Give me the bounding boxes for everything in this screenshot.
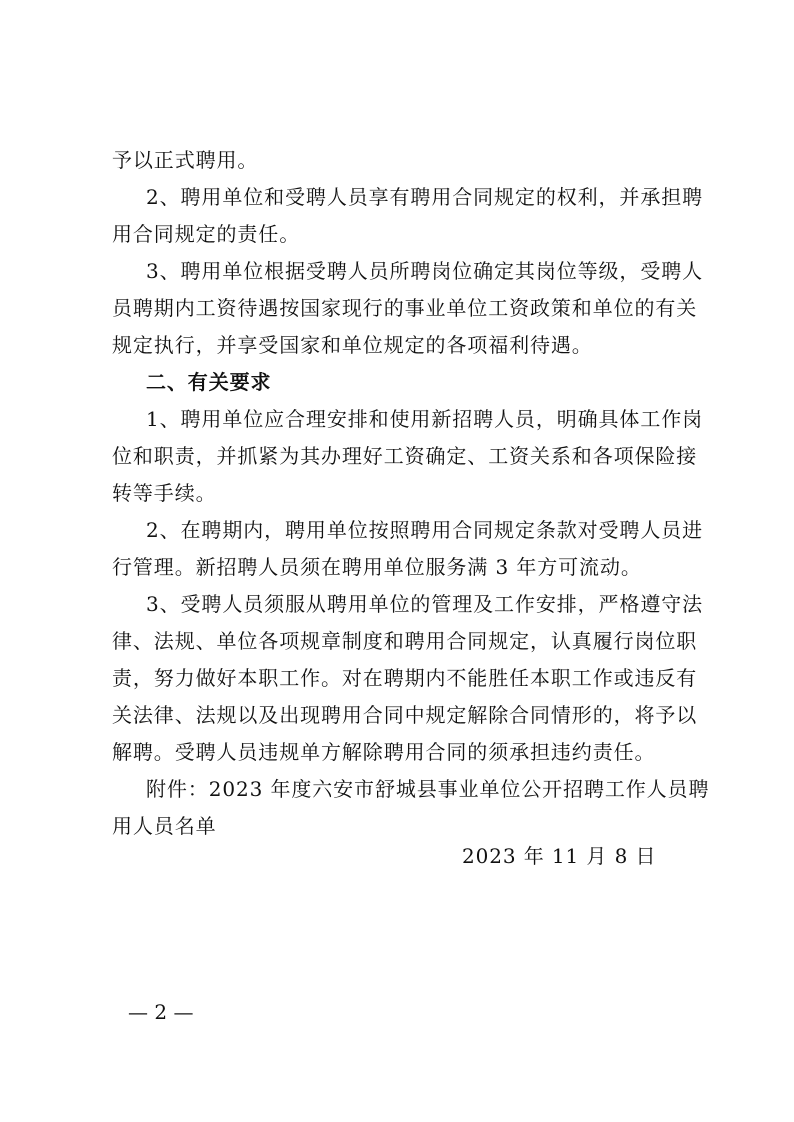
attachment-line: 附件：2023 年度六安市舒城县事业单位公开招聘工作人员聘: [146, 777, 710, 801]
document-body: [112, 142, 710, 845]
text-line: 3、受聘人员须服从聘用单位的管理及工作安排，严格遵守法: [146, 592, 704, 616]
text-line: 规定执行，并享受国家和单位规定的各项福利待遇。: [112, 333, 593, 357]
text-line: 责，努力做好本职工作。对在聘期内不能胜任本职工作或违反有: [112, 666, 698, 690]
text-line: 律、法规、单位各项规章制度和聘用合同规定，认真履行岗位职: [112, 629, 698, 653]
text-line: 2、在聘期内，聘用单位按照聘用合同规定条款对受聘人员进: [146, 518, 704, 542]
text-line: 转等手续。: [112, 481, 217, 505]
text-line: 解聘。受聘人员违规单方解除聘用合同的须承担违约责任。: [112, 740, 656, 764]
text-line: 员聘期内工资待遇按国家现行的事业单位工资政策和单位的有关: [112, 296, 698, 320]
text-line: 关法律、法规以及出现聘用合同中规定解除合同情形的，将予以: [112, 703, 698, 727]
attachment-line: 用人员名单: [112, 814, 217, 838]
text-line: 用合同规定的责任。: [112, 222, 301, 246]
text-line: 行管理。新招聘人员须在聘用单位服务满 3 年方可流动。: [112, 555, 642, 579]
text-line: 1、聘用单位应合理安排和使用新招聘人员，明确具体工作岗: [146, 407, 704, 431]
page-number: — 2 —: [128, 1000, 194, 1024]
text-line: 2、聘用单位和受聘人员享有聘用合同规定的权利，并承担聘: [146, 185, 704, 209]
text-line: 予以正式聘用。: [112, 148, 259, 172]
text-line: 3、聘用单位根据受聘人员所聘岗位确定其岗位等级，受聘人: [146, 259, 704, 283]
document-date: 2023 年 11 月 8 日: [462, 844, 657, 868]
section-heading: 二、有关要求: [146, 370, 272, 394]
text-line: 位和职责，并抓紧为其办理好工资确定、工资关系和各项保险接: [112, 444, 698, 468]
